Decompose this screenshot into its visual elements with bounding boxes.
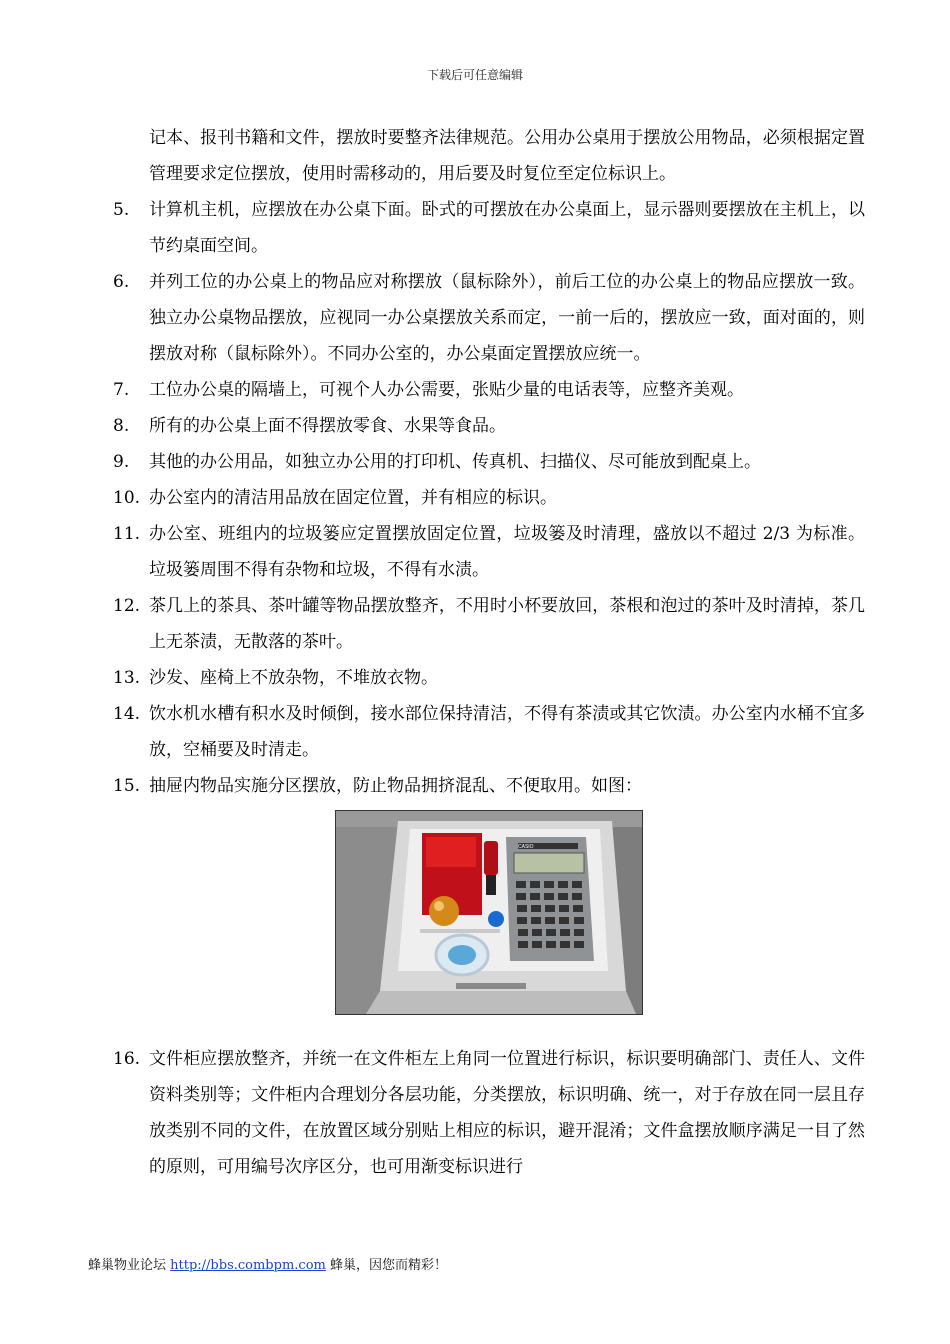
- item-text: 办公室、班组内的垃圾篓应定置摆放固定位置，垃圾篓及时清理，盛放以不超过 2/3 为标准。垃圾篓周围不得有杂物和垃圾，不得有水渍。: [149, 524, 865, 580]
- item-number: 6.: [113, 272, 130, 292]
- item-text: 所有的办公桌上面不得摆放零食、水果等食品。: [149, 416, 506, 436]
- item-text: 饮水机水槽有积水及时倾倒，接水部位保持清洁，不得有茶渍或其它饮渍。办公室内水桶不宜多放，空桶要及时清走。: [149, 704, 865, 760]
- list-item-9: [113, 444, 865, 480]
- item-text: 文件柜应摆放整齐，并统一在文件柜左上角同一位置进行标识，标识要明确部门、责任人、文件资料类别等；文件柜内合理划分各层功能，分类摆放，标识明确、统一，对于存放在同一层且存放类别不同的文件，在放置区域分别贴上相应的标识，避开混淆；文件盒摆放顺序满足一目了然的原则，可用编号次序区分，也可用渐变标识进行: [149, 1049, 865, 1177]
- footer-link[interactable]: http://bbs.combpm.com: [170, 1258, 326, 1273]
- item-number: 5.: [113, 200, 130, 220]
- continuation-paragraph: 记本、报刊书籍和文件，摆放时要整齐法律规范。公用办公桌用于摆放公用物品，必须根据定置管理要求定位摆放，使用时需移动的，用后要及时复位至定位标识上。: [149, 128, 865, 184]
- calculator-icon: [506, 837, 594, 961]
- item-number: 9.: [113, 452, 130, 472]
- item-number: 13.: [113, 668, 141, 688]
- list-item-13: [113, 660, 865, 696]
- item-text: 计算机主机，应摆放在办公桌下面。卧式的可摆放在办公桌面上，显示器则要摆放在主机上，以节约桌面空间。: [149, 200, 865, 256]
- item-number: 15.: [113, 776, 141, 796]
- item-number: 16.: [113, 1049, 141, 1069]
- list-item-8: [113, 408, 865, 444]
- item-text: 其他的办公用品，如独立办公用的打印机、传真机、扫描仪、尽可能放到配桌上。: [149, 452, 761, 472]
- item-text: 抽屉内物品实施分区摆放，防止物品拥挤混乱、不便取用。如图：: [149, 776, 642, 796]
- document-body: [113, 120, 865, 1185]
- figure-container: [113, 804, 865, 1041]
- item-number: 7.: [113, 380, 130, 400]
- item-text: 并列工位的办公桌上的物品应对称摆放（鼠标除外），前后工位的办公桌上的物品应摆放一致。独立办公桌物品摆放，应视同一办公桌摆放关系而定，一前一后的，摆放应一致，面对面的，则摆放对称（鼠标除外）。不同办公室的，办公桌面定置摆放应统一。: [149, 272, 865, 364]
- list-item-11: [113, 516, 865, 588]
- page-footer: [88, 1254, 447, 1273]
- item-text: 茶几上的茶具、茶叶罐等物品摆放整齐，不用时小杯要放回，茶根和泡过的茶叶及时清掉，茶几上无茶渍，无散落的茶叶。: [149, 596, 865, 652]
- item-number: 12.: [113, 596, 141, 616]
- list-item-12: [113, 588, 865, 660]
- item-text: 办公室内的清洁用品放在固定位置，并有相应的标识。: [149, 488, 557, 508]
- item-text: 沙发、座椅上不放杂物，不堆放衣物。: [149, 668, 438, 688]
- item-number: 8.: [113, 416, 130, 436]
- item-number: 14.: [113, 704, 141, 724]
- item-number: 11.: [113, 524, 141, 544]
- numbered-list: [113, 192, 865, 804]
- list-item-10: [113, 480, 865, 516]
- drawer-photo: [335, 810, 643, 1015]
- item-text: 工位办公桌的隔墙上，可视个人办公需要，张贴少量的电话表等，应整齐美观。: [149, 380, 744, 400]
- list-item-15: [113, 768, 865, 804]
- list-item-7: [113, 372, 865, 408]
- list-item-16: [113, 1041, 865, 1185]
- page-header: 下载后可任意编辑: [426, 68, 523, 82]
- list-item-14: [113, 696, 865, 768]
- list-item-6: [113, 264, 865, 372]
- list-item-5: [113, 192, 865, 264]
- footer-prefix: 蜂巢物业论坛: [88, 1258, 171, 1273]
- calculator-brand: CASIO: [518, 844, 534, 850]
- footer-suffix: 蜂巢，因您而精彩！: [325, 1258, 447, 1273]
- item-number: 10.: [113, 488, 141, 508]
